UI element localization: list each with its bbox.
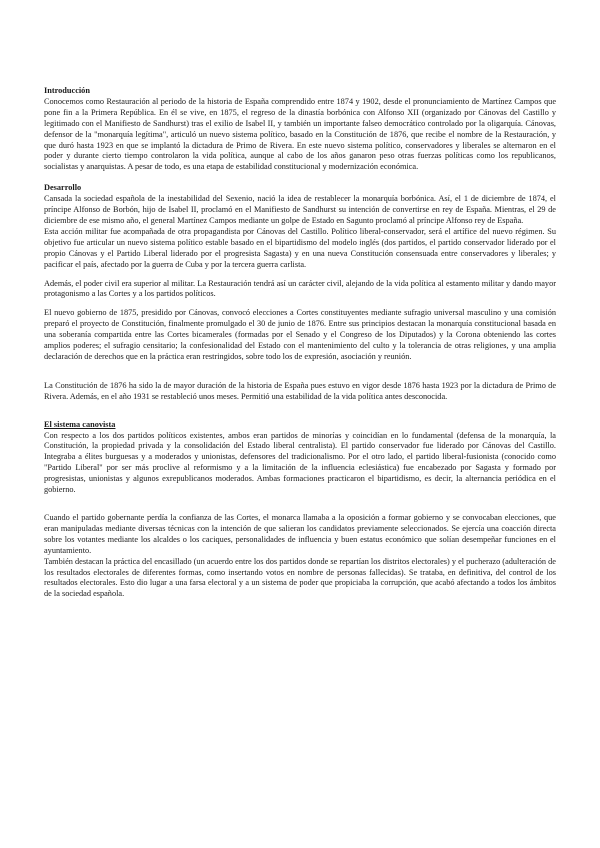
development-paragraph-2: Esta acción militar fue acompañada de otra propagandista por Cánovas del Castillo. Político liberal-conservador, será el artífice del nuevo régimen. Su objetivo fue articular un nuevo sistema político estable basado en el bipartidismo del modelo inglés (dos partidos, el partido conservador liderado por el propio Cánovas y el Partido Liberal liderado por el progresista Sagasta) y en una nueva Constitución consensuada entre conservadores y liberales; y pacificar el país, afectado por la guerra de Cuba y por la tercera guerra carlista.	[44, 226, 556, 269]
system-paragraph-1: Con respecto a los dos partidos políticos existentes, ambos eran partidos de minorías y coincidían en lo fundamental (defensa de la monarquía, la Constitución, la propiedad privada y la consolidación del Estado liberal centralista). El partido conservador fue liderado por Cánovas del Castillo. Integraba a élites burguesas y a moderados y unionistas, defensores del tradicionalismo. Por el otro lado, el partido liberal-fusionista (conocido como "Partido Liberal" por ser más proclive al reformismo y a la limitación de la influencia eclesiástica) fue encabezado por Sagasta y formado por progresistas, unionistas y algunos exrepublicanos moderados. Ambas formaciones practicaron el bipartidismo, es decir, la alternancia periódica en el gobierno.	[44, 430, 556, 495]
spacer	[44, 363, 556, 381]
spacer	[44, 300, 556, 308]
development-paragraph-1: Cansada la sociedad española de la inestabilidad del Sexenio, nació la idea de restablecer la monarquía borbónica. Así, el 1 de diciembre de 1874, el príncipe Alfonso de Borbón, hijo de Isabel II, proclamó en el Manifiesto de Sandhurst su intención de convertirse en rey de España. Mientras, el 29 de diciembre de ese mismo año, el general Martínez Campos mediante un golpe de Estado en Sagunto proclamó al príncipe Alfonso rey de España.	[44, 194, 556, 225]
development-paragraph-5: La Constitución de 1876 ha sido la de mayor duración de la historia de España pues estuvo en vigor desde 1876 hasta 1923 por la dictadura de Primo de Rivera. Además, en el año 1931 se restableció unos meses. Permitió una estabilidad de la vida política antes desconocida.	[44, 380, 556, 401]
development-paragraph-3: Además, el poder civil era superior al militar. La Restauración tendrá así un carácter civil, alejando de la vida política al estamento militar y dando mayor protagonismo a las Cortes y a los partidos políticos.	[44, 278, 556, 299]
heading-sistema-canovista: El sistema canovista	[44, 419, 116, 429]
system-paragraph-3: También destacan la práctica del encasillado (un acuerdo entre los dos partidos donde se repartían los distritos electorales) y el pucherazo (adulteración de los resultados electorales de diferentes formas, como insertando votos en nombre de personas fallecidas). Se trataba, en definitiva, del control de los resultados electorales. Esto dio lugar a una farsa electoral y a un sistema de poder que propiciaba la corrupción, que acabó afectando a todos los ámbitos de la sociedad española.	[44, 556, 556, 599]
spacer	[44, 173, 556, 183]
document-body	[44, 86, 556, 600]
heading-desarrollo: Desarrollo	[44, 183, 82, 193]
heading-introduccion: Introducción	[44, 86, 90, 95]
development-paragraph-4: El nuevo gobierno de 1875, presidido por Cánovas, convocó elecciones a Cortes constituyentes mediante sufragio universal masculino y una comisión preparó el proyecto de Constitución, finalmente promulgado el 30 de junio de 1876. Entre sus principios destacan la monarquía constitucional basada en una soberanía compartida entre las Cortes bicamerales (formadas por el Senado y el Congreso de los Diputados) y la Corona obteniendo las cortes amplios poderes; el sufragio censitario; la confesionalidad del Estado con el mantenimiento del culto y la tolerancia de otras religiones, y una amplia declaración de derechos que en la práctica eran restringidos, sobre todo los de expresión, asociación y reunión.	[44, 308, 556, 361]
system-paragraph-2: Cuando el partido gobernante perdía la confianza de las Cortes, el monarca llamaba a la oposición a formar gobierno y se convocaban elecciones, que eran manipuladas mediante diversas técnicas con la intención de que salieran los candidatos previamente seleccionados. Se ejercía una coacción directa sobre los votantes mediante los alcaldes o los caciques, personalidades de influencia y buen estatus económico que solían desempeñar funciones en el ayuntamiento.	[44, 513, 556, 555]
spacer	[44, 271, 556, 279]
spacer	[44, 403, 556, 420]
spacer	[44, 496, 556, 513]
intro-paragraph: Conocemos como Restauración al periodo de la historia de España comprendido entre 1874 y 1902, desde el pronunciamiento de Martínez Campos que pone fin a la Primera República. En él se vive, en 1875, el regreso de la dinastía borbónica con Alfonso XII (organizado por Cánovas del Castillo y legitimado con el Manifiesto de Sandhurst) tras el exilio de Isabel II, y también un importante falseo democrático controlado por la oligarquía. Cánovas, defensor de la "monarquía legítima", articuló un nuevo sistema político, basado en la Constitución de 1876, que recibe el nombre de la Restauración, y que duró hasta 1923 en que se implantó la dictadura de Primo de Rivera. En este nuevo sistema político, conservadores y liberales se alternaron en el poder y durante cierto tiempo controlaron la vida política, aunque al cabo de los años ganaron peso otras fuerzas políticas como los republicanos, socialistas y anarquistas. A pesar de todo, es una etapa de estabilidad constitucional y modernización económica.	[44, 96, 556, 172]
